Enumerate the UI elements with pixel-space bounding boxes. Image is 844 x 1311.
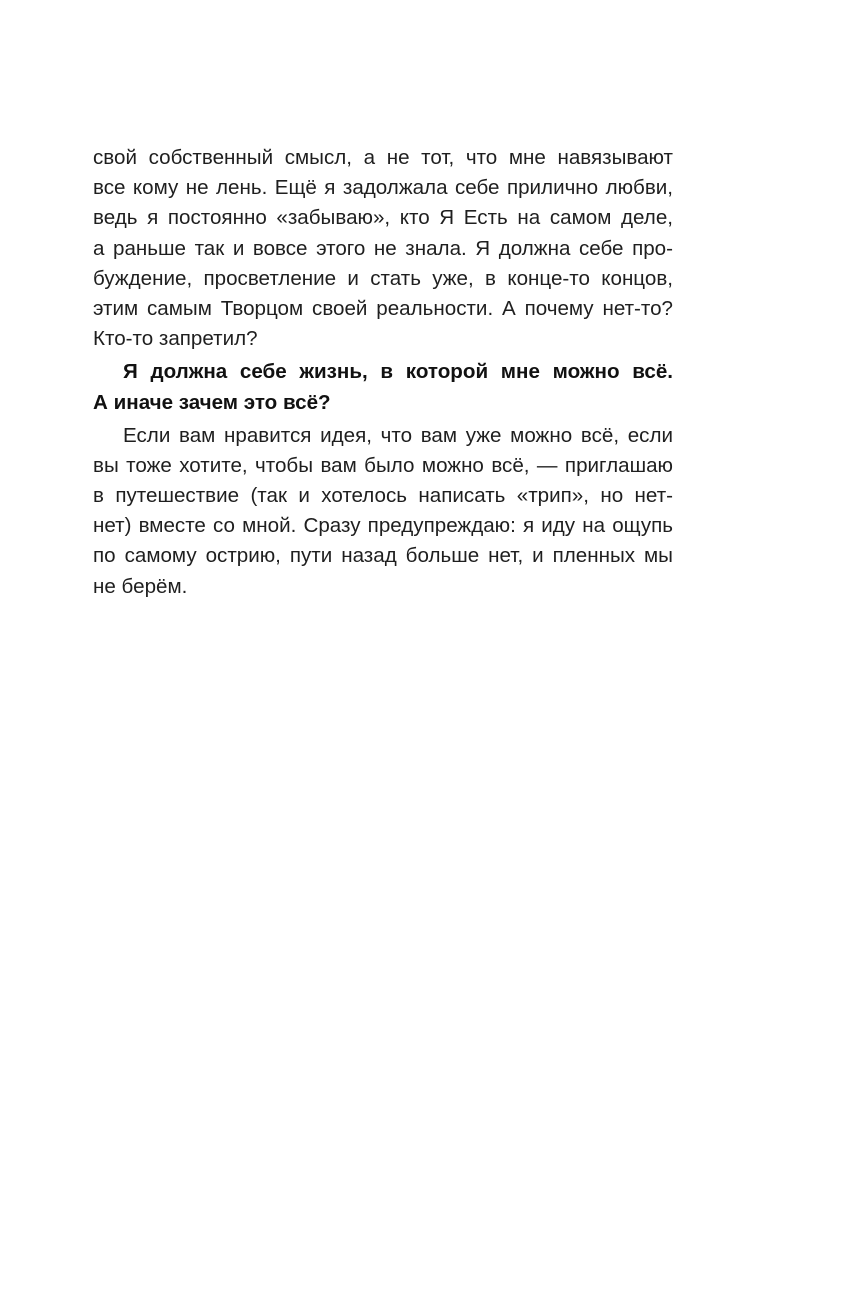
paragraph-1 <box>93 143 673 354</box>
text-line: Кто-то запретил? <box>93 327 258 351</box>
text-line: этим самым Творцом своей реальности. А почему нет-то? <box>93 296 673 320</box>
text-line: Если вам нравится идея, что вам уже можно всё, если <box>123 423 673 447</box>
paragraph-3 <box>93 421 673 602</box>
text-line: в путешествие (так и хотелось написать «трип», но нет- <box>93 484 673 508</box>
text-line: нет) вместе со мной. Сразу предупреждаю: я иду на ощупь <box>93 514 673 538</box>
text-line: не берём. <box>93 574 188 598</box>
body-text <box>93 143 673 602</box>
text-line: буждение, просветление и стать уже, в конце-то концов, <box>93 266 673 290</box>
text-line: по самому острию, пути назад больше нет, и пленных мы <box>93 544 673 568</box>
text-line: свой собственный смысл, а не тот, что мне навязывают <box>93 146 673 169</box>
text-line: все кому не лень. Ещё я задолжала себе прилично любви, <box>93 176 673 200</box>
text-line: А иначе зачем это всё? <box>93 390 331 414</box>
text-line: а раньше так и вовсе этого не знала. Я должна себе про- <box>93 236 673 260</box>
text-line: ведь я постоянно «забываю», кто Я Есть на самом деле, <box>93 206 673 230</box>
paragraph-2-emphasis <box>93 357 673 417</box>
text-line: Я должна себе жизнь, в которой мне можно всё. <box>123 360 673 384</box>
text-line: вы тоже хотите, чтобы вам было можно всё, — приглашаю <box>93 453 673 477</box>
